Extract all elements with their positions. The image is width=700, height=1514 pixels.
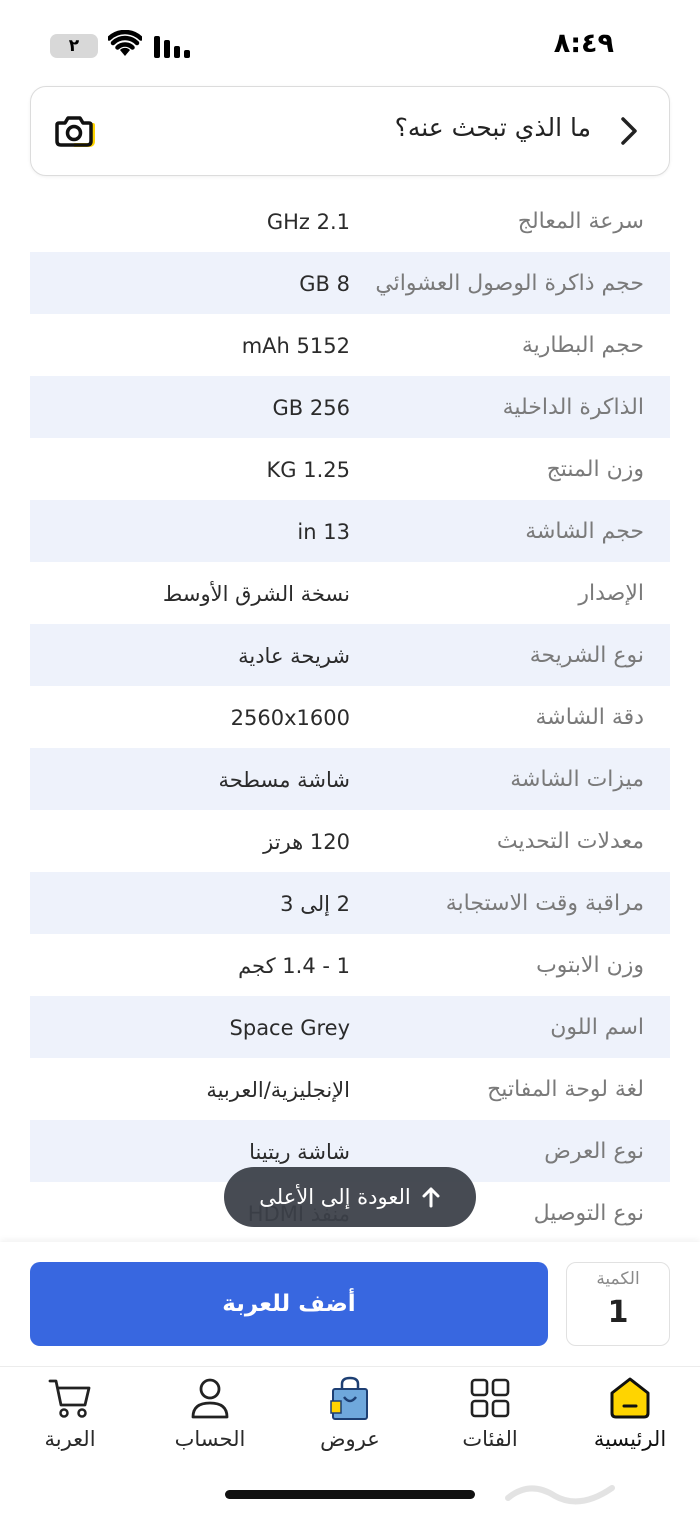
spec-value: Space Grey xyxy=(229,1016,350,1040)
spec-label: معدلات التحديث xyxy=(496,829,644,854)
spec-value: 8 GB xyxy=(299,272,350,296)
battery-icon: ٢ xyxy=(50,34,98,58)
spec-table xyxy=(30,190,670,1244)
tab-label: العربة xyxy=(44,1427,96,1451)
signal-icon xyxy=(152,34,192,58)
arrow-up-icon xyxy=(421,1186,441,1208)
spec-label: دقة الشاشة xyxy=(535,705,644,730)
spec-label: ميزات الشاشة xyxy=(510,767,644,792)
status-bar xyxy=(0,0,700,86)
tab-account[interactable] xyxy=(150,1375,270,1451)
grid-icon xyxy=(467,1375,513,1421)
spec-row xyxy=(30,314,670,376)
spec-row xyxy=(30,872,670,934)
spec-label: حجم الشاشة xyxy=(525,519,644,544)
action-bar xyxy=(0,1242,700,1366)
spec-label: حجم البطارية xyxy=(521,333,644,358)
spec-value: 2 إلى 3 xyxy=(280,892,350,916)
tab-label: الحساب xyxy=(174,1427,246,1451)
spec-value: نسخة الشرق الأوسط xyxy=(162,582,350,606)
quantity-value[interactable]: 1 xyxy=(607,1295,629,1330)
search-bar[interactable] xyxy=(30,86,670,176)
spec-row xyxy=(30,810,670,872)
spec-label: اسم اللون xyxy=(550,1015,644,1040)
spec-value: 120 هرتز xyxy=(263,830,350,854)
tab-categories[interactable] xyxy=(430,1375,550,1451)
spec-row xyxy=(30,1058,670,1120)
spec-label: الإصدار xyxy=(578,581,644,606)
spec-row xyxy=(30,748,670,810)
spec-label: لغة لوحة المفاتيح xyxy=(487,1077,644,1102)
shopping-bag-icon xyxy=(327,1375,373,1421)
spec-row xyxy=(30,934,670,996)
spec-value: شريحة عادية xyxy=(238,644,350,668)
chevron-right-icon[interactable] xyxy=(615,115,643,147)
tab-label: عروض xyxy=(320,1427,380,1451)
spec-row xyxy=(30,500,670,562)
quantity-selector[interactable] xyxy=(566,1262,670,1346)
spec-label: الذاكرة الداخلية xyxy=(502,395,644,420)
spec-row xyxy=(30,252,670,314)
spec-label: نوع التوصيل xyxy=(533,1201,644,1226)
spec-value: 5152 mAh xyxy=(241,334,350,358)
spec-row xyxy=(30,562,670,624)
tab-label: الفئات xyxy=(462,1427,518,1451)
spec-value: شاشة مسطحة xyxy=(218,768,350,792)
back-to-top-label: العودة إلى الأعلى xyxy=(259,1185,411,1209)
spec-row xyxy=(30,376,670,438)
user-icon xyxy=(187,1375,233,1421)
search-input[interactable]: ما الذي تبحث عنه؟ xyxy=(394,113,591,142)
watermark-logo xyxy=(500,1470,620,1510)
tab-home[interactable] xyxy=(570,1375,690,1451)
spec-label: نوع الشريحة xyxy=(529,643,644,668)
spec-label: وزن المنتج xyxy=(546,457,644,482)
spec-row xyxy=(30,686,670,748)
spec-label: سرعة المعالج xyxy=(517,209,644,234)
spec-label: نوع العرض xyxy=(544,1139,644,1164)
spec-value: شاشة ريتينا xyxy=(249,1140,350,1164)
spec-row xyxy=(30,624,670,686)
tab-cart[interactable] xyxy=(10,1375,130,1451)
camera-icon[interactable] xyxy=(53,111,97,151)
spec-value: الإنجليزية/العربية xyxy=(206,1078,350,1102)
home-indicator xyxy=(225,1490,475,1499)
spec-label: حجم ذاكرة الوصول العشوائي xyxy=(375,271,644,296)
wifi-icon xyxy=(108,30,142,58)
tab-label: الرئيسية xyxy=(593,1427,667,1451)
back-to-top-button[interactable] xyxy=(224,1167,476,1227)
spec-label: مراقبة وقت الاستجابة xyxy=(445,891,644,916)
cart-icon xyxy=(47,1375,93,1421)
spec-row xyxy=(30,190,670,252)
spec-value: 2560x1600 xyxy=(230,706,350,730)
spec-row xyxy=(30,996,670,1058)
tab-offers[interactable] xyxy=(290,1375,410,1451)
add-to-cart-button[interactable]: أضف للعربة xyxy=(30,1262,548,1346)
quantity-label: الكمية xyxy=(596,1269,640,1289)
spec-value: 1.25 KG xyxy=(266,458,350,482)
spec-label: وزن الابتوب xyxy=(536,953,644,978)
spec-value: 1 - 1.4 كجم xyxy=(238,954,350,978)
status-time: ٨:٤٩ xyxy=(553,28,614,59)
spec-value: 2.1 GHz xyxy=(266,210,350,234)
spec-value: 256 GB xyxy=(272,396,350,420)
spec-row xyxy=(30,438,670,500)
spec-value: 13 in xyxy=(297,520,350,544)
home-icon xyxy=(607,1375,653,1421)
